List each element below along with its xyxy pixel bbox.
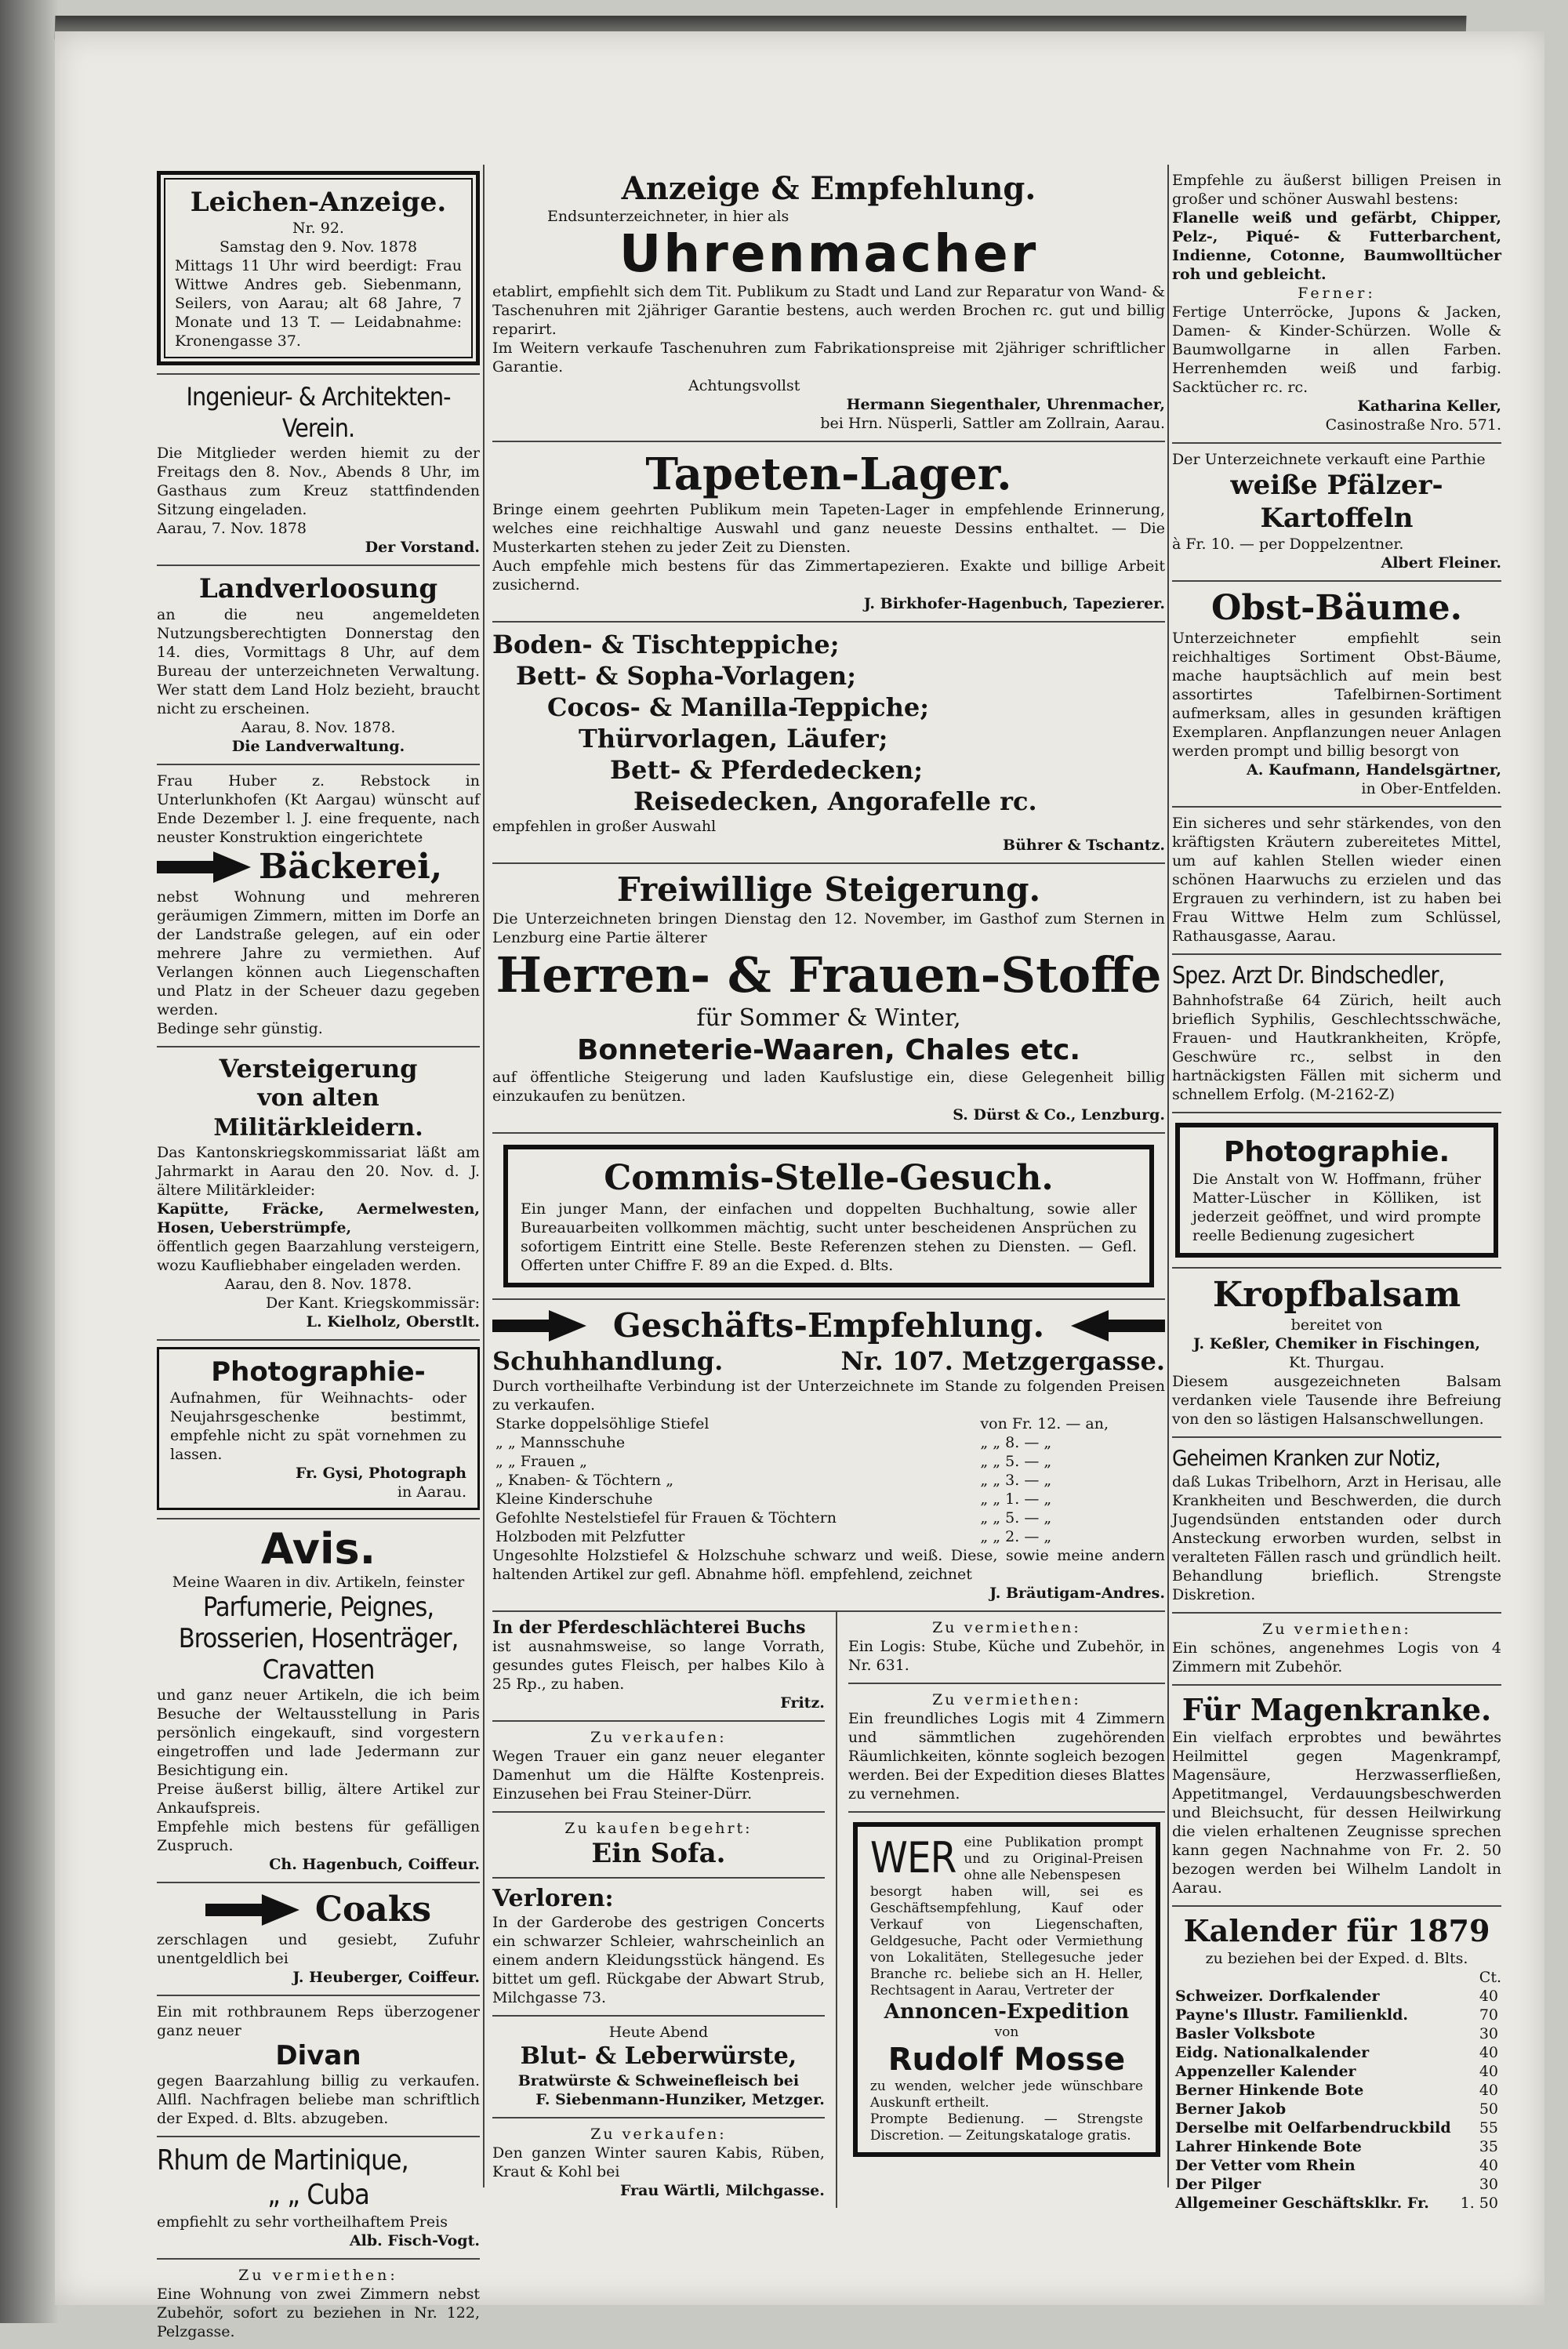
table-cell: 30 (1479, 2176, 1498, 2193)
ad-obst-baeume (1172, 582, 1501, 808)
ad-text: Ein vielfach erprobtes und bewährtes Heilmittel gegen Magenkrampf, Magensäure, Herzwasserfließen, Appetitmangel, Verdauungsbeschwerden und Bleichsucht, für dessen Heilwirkung die vielen erhaltenen Zeugnisse sprechen kann gegen Nachnahme von Fr. 2. 50 bezogen werden bei Wilhelm Landolt in Aarau. (1172, 1729, 1501, 1897)
ad-signature: Hermann Siegenthaler, Uhrenmacher, (846, 396, 1165, 413)
table-row (1172, 2081, 1501, 2100)
ad-title: Freiwillige Steigerung. (616, 870, 1041, 909)
table-row (1172, 2137, 1501, 2156)
ad-kalender (1172, 1907, 1501, 2220)
ad-signature: Albert Fleiner. (1381, 554, 1501, 572)
ad-uhrmacher (492, 165, 1165, 442)
ad-landverloosung (157, 566, 480, 765)
ad-katharina-keller (1172, 165, 1501, 444)
ad-intro: Frau Huber z. Rebstock in Unterlunkhofen (Kt Aargau) wünscht auf Ende Dezember l. J. eine frequente, nach neuster Konstruktion eingerichtete (157, 772, 480, 846)
pointing-hand-icon (1071, 1310, 1165, 1342)
table-cell: „ „ 3. — „ (980, 1472, 1052, 1489)
ad-conditions: Bedinge sehr günstig. (157, 1020, 323, 1037)
ad-title: Ingenieur- & Architekten-Verein. (186, 382, 451, 443)
table-cell: Berner Jakob (1175, 2100, 1287, 2118)
ad-signature: J. Bräutigam-Andres. (989, 1585, 1165, 1602)
ad-text: Preise äußerst billig, ältere Artikel zur Ankaufspreis. (157, 1781, 480, 1817)
ad-text: Bahnhofstraße 64 Zürich, heilt auch brieflich Syphilis, Geschlechtsschwäche, Frauen- und Hautkrankheiten, Kröpfe, Geschwüre rc., selbst in den hartnäckigsten Fällen mit sicherm und schnellem Erfolg. (M-2162-Z) (1172, 992, 1501, 1103)
ad-text: Empfehle mich bestens für gefälligen Zuspruch. (157, 1818, 480, 1854)
ad-line: Boden- & Tischteppiche; (492, 630, 840, 659)
table-row (492, 1509, 1165, 1527)
ad-rhum (157, 2137, 480, 2260)
ad-commis (492, 1134, 1165, 1300)
ad-text: Ein mit rothbraunem Reps überzogener ganz neuer (157, 2003, 480, 2039)
ad-title: Zu kaufen begehrt: (564, 1820, 753, 1837)
ad-text: Das Kantonskriegskommissariat läßt am Jahrmarkt in Aarau den 20. Nov. d. J. ältere Militärkleider: (157, 1144, 480, 1199)
table-cell: Basler Volksbote (1175, 2025, 1316, 2042)
ad-tapeten (492, 442, 1165, 623)
table-cell: Der Pilger (1175, 2176, 1261, 2193)
column-rule (1167, 165, 1169, 2187)
table-row (1172, 2194, 1501, 2213)
ad-line: für Sommer & Winter, (696, 1004, 961, 1032)
ad-greeting: Achtungsvollst (688, 377, 800, 394)
ad-highlight: Uhrenmacher (619, 223, 1039, 284)
ad-schuhhandlung (492, 1300, 1165, 1612)
ad-title: Zu vermiethen: (1262, 1621, 1411, 1638)
table-row (1172, 2175, 1501, 2194)
table-cell: 40 (1479, 2082, 1498, 2099)
ad-subtitle: von alten Militärkleidern. (213, 1084, 423, 1142)
ad-title: Photographie. (1223, 1136, 1450, 1168)
ad-signature: Die Landverwaltung. (231, 738, 405, 755)
ad-text: besorgt haben will, sei es Geschäftsempfehlung, Kauf oder Verkauf von Liegenschaften, Geldgesuche, Pacht oder Vermiethung von Lokalitäten, Stellegesuche jeder Branche rc. beliebe sich an H. Heller, Rechtsagent in Aarau, Vertreter der (869, 1884, 1143, 1999)
table-row (1172, 2006, 1501, 2024)
ad-title: Heute Abend (608, 2024, 709, 2041)
ad-text: Ein junger Mann, der einfachen und doppelten Buchhaltung, sowie aller Bureauarbeiten vollkommen mächtig, sucht unter bescheidenen Ansprüchen zu sofortigem Eintritt eine Stelle. Beste Referenzen stehen zu Diensten. — Gefl. Offerten unter Chiffre F. 89 an die Exped. d. Blts. (521, 1200, 1137, 1274)
ad-signature: S. Dürst & Co., Lenzburg. (953, 1106, 1165, 1124)
ad-signature: F. Siebenmann-Hunziker, Metzger. (535, 2091, 825, 2108)
ad-text: Die Mitglieder werden hiemit zu der Freitags den 8. Nov., Abends 8 Uhr, im Gasthaus zum Kreuz stattfindenden Sitzung eingeladen. (157, 445, 480, 518)
ad-text: J. Keßler, Chemiker in Fischingen, (1192, 1335, 1481, 1352)
ad-text: etablirt, empfiehlt sich dem Tit. Publikum zu Stadt und Land zur Reparatur von Wand- & Taschenuhren mit 2jähriger Garantie bestens, auch werden Brochen rc. gut und billig reparirt. (492, 283, 1165, 338)
ad-text: Den ganzen Winter sauren Kabis, Rüben, Kraut & Kohl bei (492, 2144, 825, 2180)
pointing-hand-icon (157, 851, 251, 883)
ad-text: Im Weitern verkaufe Taschenuhren zum Fabrikationspreise mit 2jähriger schriftlicher Garantie. (492, 339, 1165, 376)
ad-verkaufen-damenhut (492, 1722, 825, 1813)
table-cell: Der Vetter vom Rhein (1175, 2157, 1356, 2174)
ad-title: Geschäfts-Empfehlung. (612, 1306, 1045, 1345)
ad-text: Die Anstalt von W. Hoffmann, früher Matter-Lüscher in Kölliken, ist jederzeit geöffnet, und wird prompte reelle Bedienung zugesichert (1192, 1171, 1481, 1244)
table-cell: „ „ Frauen „ (495, 1453, 587, 1470)
ad-title: Divan (275, 2040, 361, 2071)
table-cell: Berner Hinkende Bote (1175, 2082, 1364, 2099)
ad-text: Mittags 11 Uhr wird beerdigt: Frau Wittwe Andres geb. Siebenmann, Seilers, von Aarau; alt 68 Jahre, 7 Monate und 13 T. — Leidabnahme: Kronengasse 37. (175, 257, 462, 350)
ad-text: und ganz neuer Artikeln, die ich beim Besuche der Weltausstellung in Paris persönlich eingekauft, sind vorgestern eingetroffen und lade Jedermann zur Besichtigung ein. (157, 1686, 480, 1779)
table-cell: Schweizer. Dorfkalender (1175, 1988, 1380, 2005)
ad-bindschedler (1172, 955, 1501, 1113)
ad-text: an die neu angemeldeten Nutzungsberechtigten Donnerstag den 14. dies, Vormittags 8 Uhr, auf dem Bureau der unterzeichneten Verwaltung. Wer statt dem Land Holz bezieht, braucht nicht zu erscheinen. (157, 606, 480, 717)
table-cell: Lahrer Hinkende Bote (1175, 2138, 1362, 2155)
table-cell: „ „ 5. — „ (980, 1453, 1052, 1470)
table-cell: Derselbe mit Oelfarbendruckbild (1175, 2119, 1451, 2137)
ad-text: Auch empfehle mich bestens für das Zimmertapezieren. Exakte und billige Arbeit zusichernd. (492, 557, 1165, 594)
ad-signature: J. Heuberger, Coiffeur. (292, 1969, 480, 1986)
ad-address: Nr. 107. Metzgergasse. (840, 1346, 1165, 1376)
ad-text: Ferner: (1298, 285, 1376, 302)
table-row (1172, 1987, 1501, 2006)
ad-text: ist ausnahmsweise, so lange Vorrath, gesundes gutes Fleisch, per halbes Kilo à 25 Rp., zu haben. (492, 1638, 825, 1693)
ad-title: In der Pferdeschlächterei Buchs (492, 1617, 806, 1638)
ad-title: Verloren: (492, 1885, 614, 1912)
price-table (492, 1414, 1165, 1546)
ad-signature: Bührer & Tschantz. (1003, 837, 1165, 854)
column-1 (157, 165, 480, 2349)
pointing-hand-icon (205, 1894, 299, 1926)
column-rule (483, 165, 485, 2187)
table-cell: 40 (1479, 2157, 1498, 2174)
table-row (492, 1452, 1165, 1471)
ad-divan (157, 1996, 480, 2137)
ad-highlight: Parfumerie, Peignes, Brosserien, Hosenträger, Cravatten (178, 1592, 459, 1686)
ad-title: Tapeten-Lager. (645, 448, 1012, 500)
ad-title: Zu vermiethen: (932, 1619, 1081, 1636)
table-cell: Kleine Kinderschuhe (495, 1490, 653, 1508)
ad-text: Ein freundliches Logis mit 4 Zimmern und sämmtlichen zugehörenden Räumlichkeiten, könnte sogleich bezogen werden. Bei der Expedition dieses Blattes zu vernehmen. (848, 1710, 1165, 1803)
ad-line: Bett- & Pferdedecken; (610, 755, 924, 785)
ad-signature: in Ober-Entfelden. (1361, 780, 1501, 797)
ad-title: Kropfbalsam (1212, 1275, 1461, 1315)
ad-title: Zu verkaufen: (590, 2126, 727, 2143)
ad-title: Versteigerung (219, 1054, 418, 1084)
ad-items: Kapütte, Fräcke, Aermelwesten, Hosen, Ueberstrümpfe, (157, 1200, 480, 1236)
ad-text: Eine Wohnung von zwei Zimmern nebst Zubehör, sofort zu beziehen in Nr. 122, Pelzgasse. (157, 2285, 480, 2340)
table-row (1172, 2118, 1501, 2137)
ad-text: nebst Wohnung und mehreren geräumigen Zimmern, mitten im Dorfe an der Landstraße gelegen, auf ein oder mehrere Jahre zu vermiethen. Auf Verlangen können auch Liegenschaften und Platz in der Scheuer dazu gegeben werden. (157, 888, 480, 1018)
ad-signature: Frau Wärtli, Milchgasse. (619, 2182, 825, 2199)
ad-subtitle: zu beziehen bei der Exped. d. Blts. (1205, 1950, 1468, 1967)
ad-haarwuchs (1172, 808, 1501, 955)
ad-blutwuerste (492, 2017, 825, 2118)
ad-text: Ein sicheres und sehr stärkendes, von den kräftigsten Kräutern zubereitetes Mittel, um auf kahlen Stellen wieder einen schönen Haarwuchs zu erzielen und das Ergrauen zu verhindern, ist zu haben bei Frau Wittwe Helm zum Schlüssel, Rathausgasse, Aarau. (1172, 815, 1501, 945)
table-cell: 55 (1479, 2119, 1498, 2137)
ad-versteigerung (157, 1047, 480, 1341)
ad-text: Ein schönes, angenehmes Logis von 4 Zimmern mit Zubehör. (1172, 1639, 1501, 1676)
table-cell: 70 (1479, 2006, 1498, 2024)
ad-signature: J. Birkhofer-Hagenbuch, Tapezierer. (863, 595, 1165, 612)
ad-vermiethen-logis (848, 1612, 1165, 1684)
ad-text: Fertige Unterröcke, Jupons & Jacken, Damen- & Kinder-Schürzen. Wolle & Baumwollgarne in allen Farben. Herrenhemden weiß und farbig. Sacktücher rc. rc. (1172, 303, 1501, 396)
ad-signature: Casinostraße Nro. 571. (1325, 416, 1501, 434)
ad-text: Wegen Trauer ein ganz neuer eleganter Damenhut um die Hälfte Kostenpreis. Einzusehen bei Frau Steiner-Dürr. (492, 1748, 825, 1803)
table-row (492, 1527, 1165, 1546)
ad-vermiethen-zimmer (848, 1684, 1165, 1813)
table-cell: 35 (1479, 2138, 1498, 2155)
ad-signature: Der Vorstand. (365, 539, 480, 556)
ad-kropfbalsam (1172, 1269, 1501, 1438)
ad-highlight: Herren- & Frauen-Stoffe (495, 946, 1162, 1004)
ad-text: Der Unterzeichnete verkauft eine Parthie (1172, 451, 1486, 468)
small-ads-block (492, 1612, 1165, 2208)
ad-subtitle: Endsunterzeichneter, in hier als (547, 208, 789, 225)
ad-text: gegen Baarzahlung billig zu verkaufen. Allfl. Nachfragen beliebe man schriftlich der Exped. d. Blts. abzugeben. (157, 2072, 480, 2127)
book-spine (0, 0, 59, 2323)
ad-text: Bratwürste & Schweinefleisch bei (517, 2072, 800, 2089)
ad-text: Bringe einem geehrten Publikum mein Tapeten-Lager in empfehlende Erinnerung, welches eine reichhaltige Auswahl und ganz neueste Dessins enthaltet. — Die Musterkarten stehen zu jeder Zeit zu Diensten. (492, 501, 1165, 556)
ad-signature: Alb. Fisch-Vogt. (349, 2232, 480, 2249)
ad-title: Spez. Arzt Dr. Bindschedler, (1172, 962, 1445, 989)
ad-signature: Ch. Hagenbuch, Coiffeur. (269, 1856, 480, 1873)
table-cell: 40 (1479, 2063, 1498, 2080)
table-cell: „ Knaben- & Töchtern „ (495, 1472, 674, 1489)
ad-geheimen-kranken (1172, 1438, 1501, 1614)
ad-ingenieur-verein (157, 375, 480, 566)
table-cell: Starke doppelsöhlige Stiefel (495, 1415, 710, 1432)
table-cell: „ „ 1. — „ (980, 1490, 1052, 1508)
ad-highlight: Annoncen-Expedition (884, 2000, 1130, 2024)
table-row (1172, 2062, 1501, 2081)
ad-pferdeschlaechterei (492, 1612, 825, 1722)
table-row (492, 1471, 1165, 1490)
ad-signature: bei Hrn. Nüsperli, Sattler am Zollrain, Aarau. (820, 415, 1165, 432)
ad-baeckerei (157, 765, 480, 1047)
ad-text: zu wenden, welcher jede wünschbare Auskunft ertheilt. (869, 2079, 1143, 2111)
ad-number: Nr. 92. (292, 220, 344, 237)
ad-title: Kalender für 1879 (1183, 1913, 1490, 1948)
ad-text: Empfehle zu äußerst billigen Preisen in großer und schöner Auswahl bestens: (1172, 172, 1501, 208)
ad-text: auf öffentliche Steigerung und laden Kaufslustige ein, diese Gelegenheit billig einzukaufen zu benützen. (492, 1069, 1165, 1105)
table-cell: Holzboden mit Pelzfutter (495, 1528, 685, 1545)
table-cell: Payne's Illustr. Familienkld. (1175, 2006, 1408, 2024)
table-cell: „ „ 5. — „ (980, 1509, 1052, 1527)
ad-rudolf-mosse (848, 1813, 1165, 2166)
ad-intro: eine Publikation prompt und zu Original-Preisen ohne alle Nebenspesen (964, 1835, 1143, 1883)
ad-text: à Fr. 10. — per Doppelzentner. (1172, 536, 1404, 553)
table-row (1172, 2100, 1501, 2118)
table-cell: 40 (1479, 1988, 1498, 2005)
ad-teppiche (492, 623, 1165, 864)
small-ads-right (848, 1612, 1165, 2208)
small-ads-left (492, 1612, 825, 2208)
ad-photographie-hoffmann (1172, 1113, 1501, 1269)
ad-coaks (157, 1883, 480, 1996)
table-row (492, 1433, 1165, 1452)
table-cell: 30 (1479, 2025, 1498, 2042)
ad-vermiethen (157, 2260, 480, 2349)
table-cell: „ „ 8. — „ (980, 1434, 1052, 1451)
ad-title: Zu vermiethen: (932, 1691, 1081, 1708)
ad-place: Aarau, 8. Nov. 1878. (241, 719, 396, 736)
ad-line: Thürvorlagen, Läufer; (579, 724, 888, 753)
ad-line: Reisedecken, Angorafelle rc. (633, 786, 1037, 816)
ad-footer: Prompte Bedienung. — Strengste Discretion. — Zeitungskataloge gratis. (869, 2111, 1143, 2144)
ad-text: daß Lukas Tribelhorn, Arzt in Herisau, alle Krankheiten und Beschwerden, die durch Jugendsünden entstanden oder durch Ansteckung erworben wurden, selbst in veralteten Fällen rasch und gründlich heilt. Behandlung brieflich. Strengste Diskretion. (1172, 1473, 1501, 1603)
table-row (492, 1490, 1165, 1509)
column-3 (1172, 165, 1501, 2220)
ad-title: Bäckerei, (259, 847, 443, 887)
ad-text: Ein Logis: Stube, Küche und Zubehör, in Nr. 631. (848, 1638, 1165, 1674)
ad-highlight: Blut- & Leberwürste, (520, 2042, 797, 2070)
table-cell: von Fr. 12. — an, (980, 1415, 1109, 1432)
ad-text: Flanelle weiß und gefärbt, Chipper, Pelz-, Piqué- & Futterbarchent, Indienne, Cotonne, Baumwolltücher roh und gebleicht. (1172, 209, 1501, 283)
ad-line: Cocos- & Manilla-Teppiche; (547, 692, 930, 722)
ad-signature: Fr. Gysi, Photograph (296, 1465, 466, 1482)
ad-title: WER (869, 1833, 956, 1882)
ad-text: Durch vortheilhafte Verbindung ist der Unterzeichnete im Stande zu folgenden Preisen zu verkaufen. (492, 1378, 1165, 1414)
ad-text: Meine Waaren in div. Artikeln, feinster (172, 1574, 465, 1591)
table-cell: 50 (1479, 2100, 1498, 2118)
ad-leichen-anzeige (157, 165, 480, 375)
ad-magenkranke (1172, 1686, 1501, 1907)
ad-vermiethen (1172, 1614, 1501, 1686)
ad-text: von (994, 2024, 1019, 2040)
ad-verkaufen-kabis (492, 2118, 825, 2208)
ad-subtitle: Schuhhandlung. (492, 1346, 724, 1376)
ad-title: „ „ Cuba (267, 2179, 369, 2211)
ad-text: Aufnahmen, für Weihnachts- oder Neujahrsgeschenke bestimmt, empfehle nicht zu spät vornehmen zu lassen. (170, 1389, 466, 1463)
ad-text: zerschlagen und gesiebt, Zufuhr unentgeldlich bei (157, 1931, 480, 1967)
pointing-hand-icon (492, 1310, 586, 1342)
ad-verloren (492, 1879, 825, 2017)
column-2 (492, 165, 1165, 2208)
ad-kartoffeln (1172, 444, 1501, 582)
ad-date: Samstag den 9. Nov. 1878 (219, 238, 418, 256)
ad-text: Diesem ausgezeichneten Balsam verdanken viele Tausende ihre Befreiung von den so lästigen Halsanschwellungen. (1172, 1373, 1501, 1428)
ad-signature: Katharina Keller, (1357, 398, 1501, 415)
table-row (1172, 2156, 1501, 2175)
table-cell: „ „ 2. — „ (980, 1528, 1052, 1545)
ad-highlight: weiße Pfälzer-Kartoffeln (1230, 470, 1443, 534)
table-row (492, 1414, 1165, 1433)
ad-title: Obst-Bäume. (1210, 588, 1462, 628)
table-cell: Eidg. Nationalkalender (1175, 2044, 1370, 2061)
ad-signature: Der Kant. Kriegskommissär: (266, 1294, 480, 1312)
ad-text: Kt. Thurgau. (1289, 1354, 1385, 1371)
ad-line: Bonneterie-Waaren, Chales etc. (576, 1034, 1081, 1066)
ad-title: Photographie- (211, 1356, 426, 1388)
ad-title: Avis. (260, 1524, 376, 1574)
column-rule (836, 1612, 837, 2208)
ad-text: empfiehlt zu sehr vortheilhaftem Preis (157, 2213, 448, 2231)
ad-title: Zu vermiethen: (238, 2267, 398, 2284)
ad-title: Rhum de Martinique, (157, 2144, 408, 2177)
ad-sofa (492, 1813, 825, 1879)
ad-signature: A. Kaufmann, Handelsgärtner, (1247, 761, 1501, 779)
ad-text: empfehlen in großer Auswahl (492, 818, 717, 835)
ad-signature: L. Kielholz, Oberstlt. (306, 1313, 480, 1331)
ad-text: bereitet von (1290, 1316, 1383, 1334)
ad-place: Aarau, den 8. Nov. 1878. (224, 1276, 412, 1293)
ad-steigerung (492, 864, 1165, 1134)
ad-signature: in Aarau. (397, 1483, 466, 1501)
ad-title: Commis-Stelle-Gesuch. (604, 1158, 1054, 1198)
kalender-table (1172, 1987, 1501, 2213)
ad-place: Aarau, 7. Nov. 1878 (157, 520, 307, 537)
ad-text: Die Unterzeichneten bringen Dienstag den 12. November, im Gasthof zum Sternen in Lenzburg eine Partie älterer (492, 910, 1165, 946)
table-cell: 40 (1479, 2044, 1498, 2061)
ad-line: Bett- & Sopha-Vorlagen; (516, 661, 856, 691)
ad-title: Leichen-Anzeige. (190, 187, 447, 218)
table-cell: Gefohlte Nestelstiefel für Frauen & Töchtern (495, 1509, 837, 1527)
ad-text: Unterzeichneter empfiehlt sein reichhaltiges Sortiment Obst-Bäume, mache hauptsächlich auf mein best assortirtes Tafelbirnen-Sortiment aufmerksam, alles in gesunden kräftigen Exemplaren. Anpflanzungen neuer Anlagen werden prompt und billig besorgt von (1172, 630, 1501, 760)
ad-highlight: Ein Sofa. (591, 1838, 726, 1869)
price-unit: Ct. (1479, 1969, 1501, 1986)
ad-text: öffentlich gegen Baarzahlung versteigern, wozu Kaufliebhaber eingeladen werden. (157, 1238, 480, 1274)
table-cell: „ „ Mannsschuhe (495, 1434, 626, 1451)
table-row (1172, 2024, 1501, 2043)
ad-name: Rudolf Mosse (887, 2042, 1126, 2078)
table-row (1172, 2043, 1501, 2062)
ad-title: Anzeige & Empfehlung. (621, 170, 1036, 207)
ad-title: Landverloosung (198, 573, 438, 604)
ad-signature: Fritz. (780, 1694, 825, 1712)
table-cell: Allgemeiner Geschäftsklkr. Fr. (1175, 2195, 1429, 2212)
ad-title: Geheimen Kranken zur Notiz, (1172, 1445, 1440, 1471)
ad-photographie-gysi (157, 1341, 480, 1519)
ad-avis (157, 1519, 480, 1883)
ad-text: Ungesohlte Holzstiefel & Holzschuhe schwarz und weiß. Diese, sowie meine andern haltenden Artikel zur gefl. Abnahme höfl. empfehlend, zeichnet (492, 1547, 1165, 1583)
ad-title: Coaks (314, 1890, 432, 1930)
table-cell: Appenzeller Kalender (1175, 2063, 1356, 2080)
ad-text: In der Garderobe des gestrigen Concerts ein schwarzer Schleier, wahrscheinlich an einem andern Kleidungsstück hängend. Es bittet um gefl. Rückgabe der Abwart Strub, Milchgasse 73. (492, 1914, 825, 2006)
ad-title: Zu verkaufen: (590, 1729, 727, 1746)
ad-title: Für Magenkranke. (1181, 1692, 1492, 1727)
table-cell: 1. 50 (1460, 2195, 1498, 2212)
